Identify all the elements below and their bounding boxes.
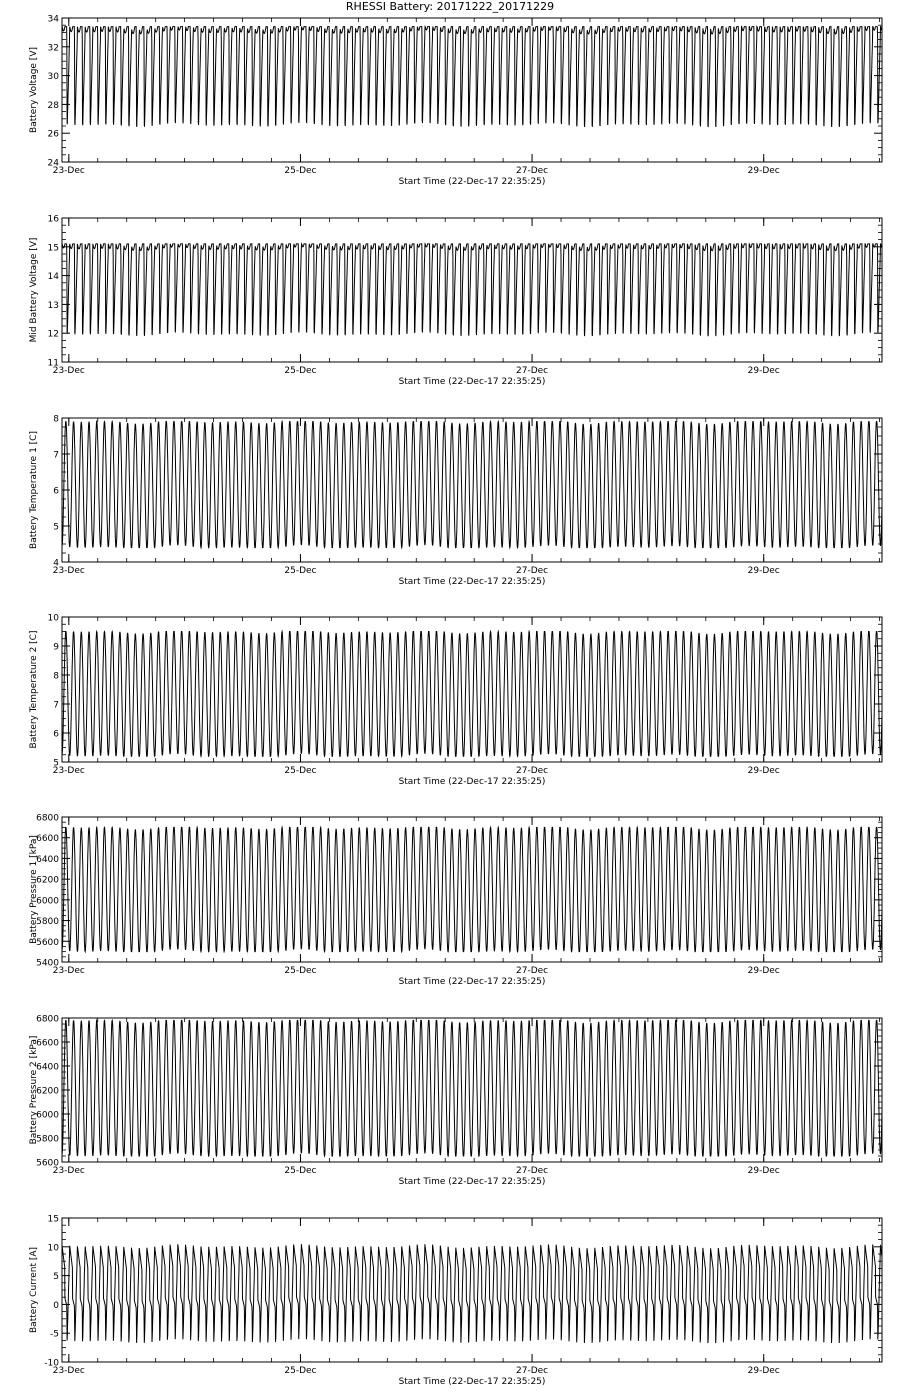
y-tick-label: 15 xyxy=(47,243,59,254)
y-tick-label: 5600 xyxy=(36,1158,59,1169)
series-line xyxy=(62,27,882,128)
y-tick-label: 15 xyxy=(47,1214,59,1225)
y-axis-title: Battery Current [A] xyxy=(29,1246,39,1334)
y-tick-label: 5 xyxy=(53,1272,59,1283)
x-tick-label: 29-Dec xyxy=(747,166,780,176)
x-tick-label: 29-Dec xyxy=(747,1366,780,1376)
y-tick-label: 5 xyxy=(53,758,59,769)
y-tick-label: 6000 xyxy=(36,1110,59,1121)
plot-frame xyxy=(62,1218,882,1362)
y-tick-label: 14 xyxy=(47,272,59,283)
y-tick-label: 10 xyxy=(47,1243,59,1254)
y-tick-label: 32 xyxy=(47,43,59,54)
y-tick-label: 5600 xyxy=(36,937,59,948)
x-tick-label: 29-Dec xyxy=(747,366,780,376)
x-tick-label: 27-Dec xyxy=(516,966,549,976)
y-tick-label: 9 xyxy=(53,642,59,653)
x-axis-title: Start Time (22-Dec-17 22:35:25) xyxy=(398,177,546,187)
series-line xyxy=(62,422,882,548)
x-tick-label: 27-Dec xyxy=(516,566,549,576)
x-tick-label: 23-Dec xyxy=(52,766,85,776)
y-tick-label: 6600 xyxy=(36,834,59,845)
plot-frame xyxy=(62,218,882,362)
x-tick-label: 23-Dec xyxy=(52,1366,85,1376)
y-tick-label: 6800 xyxy=(36,813,59,824)
x-axis-title: Start Time (22-Dec-17 22:35:25) xyxy=(398,1177,546,1187)
y-tick-label: 12 xyxy=(47,329,59,340)
x-tick-label: 25-Dec xyxy=(284,1366,317,1376)
y-tick-label: 6600 xyxy=(36,1038,59,1049)
x-tick-label: 27-Dec xyxy=(516,166,549,176)
y-tick-label: 16 xyxy=(47,214,59,225)
series-line xyxy=(62,244,882,336)
x-axis-title: Start Time (22-Dec-17 22:35:25) xyxy=(398,377,546,387)
y-axis-title: Battery Temperature 2 [C] xyxy=(29,630,39,749)
y-tick-label: 5800 xyxy=(36,917,59,928)
x-tick-label: 25-Dec xyxy=(284,966,317,976)
x-tick-label: 23-Dec xyxy=(52,366,85,376)
y-tick-label: 24 xyxy=(47,158,59,169)
y-axis-title: Battery Pressure 1 [kPa] xyxy=(29,835,39,944)
y-axis-title: Battery Voltage [V] xyxy=(29,47,39,133)
x-tick-label: 29-Dec xyxy=(747,566,780,576)
y-tick-label: 6400 xyxy=(36,854,59,865)
y-tick-label: 5800 xyxy=(36,1134,59,1145)
x-axis-title: Start Time (22-Dec-17 22:35:25) xyxy=(398,977,546,987)
series-line xyxy=(62,1020,882,1156)
y-tick-label: 6000 xyxy=(36,896,59,907)
y-tick-label: 6800 xyxy=(36,1014,59,1025)
y-tick-label: 6200 xyxy=(36,1086,59,1097)
x-tick-label: 23-Dec xyxy=(52,166,85,176)
series-line xyxy=(62,1244,882,1343)
y-axis-title: Mid Battery Voltage [V] xyxy=(29,237,39,343)
y-tick-label: 6 xyxy=(53,486,59,497)
x-tick-label: 29-Dec xyxy=(747,766,780,776)
y-tick-label: 8 xyxy=(53,414,59,425)
x-tick-label: 29-Dec xyxy=(747,966,780,976)
x-tick-label: 27-Dec xyxy=(516,1166,549,1176)
y-tick-label: 6 xyxy=(53,729,59,740)
y-tick-label: -10 xyxy=(44,1358,59,1369)
y-tick-label: 26 xyxy=(47,129,59,140)
x-tick-label: 27-Dec xyxy=(516,766,549,776)
x-axis-title: Start Time (22-Dec-17 22:35:25) xyxy=(398,777,546,787)
x-tick-label: 25-Dec xyxy=(284,566,317,576)
x-tick-label: 23-Dec xyxy=(52,566,85,576)
y-tick-label: 7 xyxy=(53,450,59,461)
y-tick-label: 4 xyxy=(53,558,59,569)
y-tick-label: 30 xyxy=(47,72,59,83)
x-tick-label: 27-Dec xyxy=(516,1366,549,1376)
y-axis-title: Battery Pressure 2 [kPa] xyxy=(29,1035,39,1145)
y-tick-label: 11 xyxy=(47,358,59,369)
x-tick-label: 25-Dec xyxy=(284,166,317,176)
x-axis-title: Start Time (22-Dec-17 22:35:25) xyxy=(398,577,546,587)
y-axis-title: Battery Temperature 1 [C] xyxy=(29,431,39,549)
y-tick-label: 10 xyxy=(47,613,59,624)
y-tick-label: 7 xyxy=(53,700,59,711)
page-title: RHESSI Battery: 20171222_20171229 xyxy=(345,0,555,13)
x-axis-title: Start Time (22-Dec-17 22:35:25) xyxy=(398,1377,546,1387)
y-tick-label: 5 xyxy=(53,522,59,533)
y-tick-label: 8 xyxy=(53,671,59,682)
x-tick-label: 23-Dec xyxy=(52,966,85,976)
y-tick-label: 6200 xyxy=(36,875,59,886)
y-tick-label: 0 xyxy=(53,1300,59,1311)
y-tick-label: 5400 xyxy=(36,958,59,969)
x-tick-label: 25-Dec xyxy=(284,1166,317,1176)
y-tick-label: 34 xyxy=(47,14,59,25)
y-tick-label: 6400 xyxy=(36,1062,59,1073)
y-tick-label: 28 xyxy=(47,100,59,111)
x-tick-label: 23-Dec xyxy=(52,1166,85,1176)
x-tick-label: 27-Dec xyxy=(516,366,549,376)
series-line xyxy=(62,827,882,951)
x-tick-label: 25-Dec xyxy=(284,366,317,376)
x-tick-label: 25-Dec xyxy=(284,766,317,776)
series-line xyxy=(62,632,882,757)
y-tick-label: 13 xyxy=(47,300,59,311)
y-tick-label: -5 xyxy=(50,1329,59,1340)
x-tick-label: 29-Dec xyxy=(747,1166,780,1176)
